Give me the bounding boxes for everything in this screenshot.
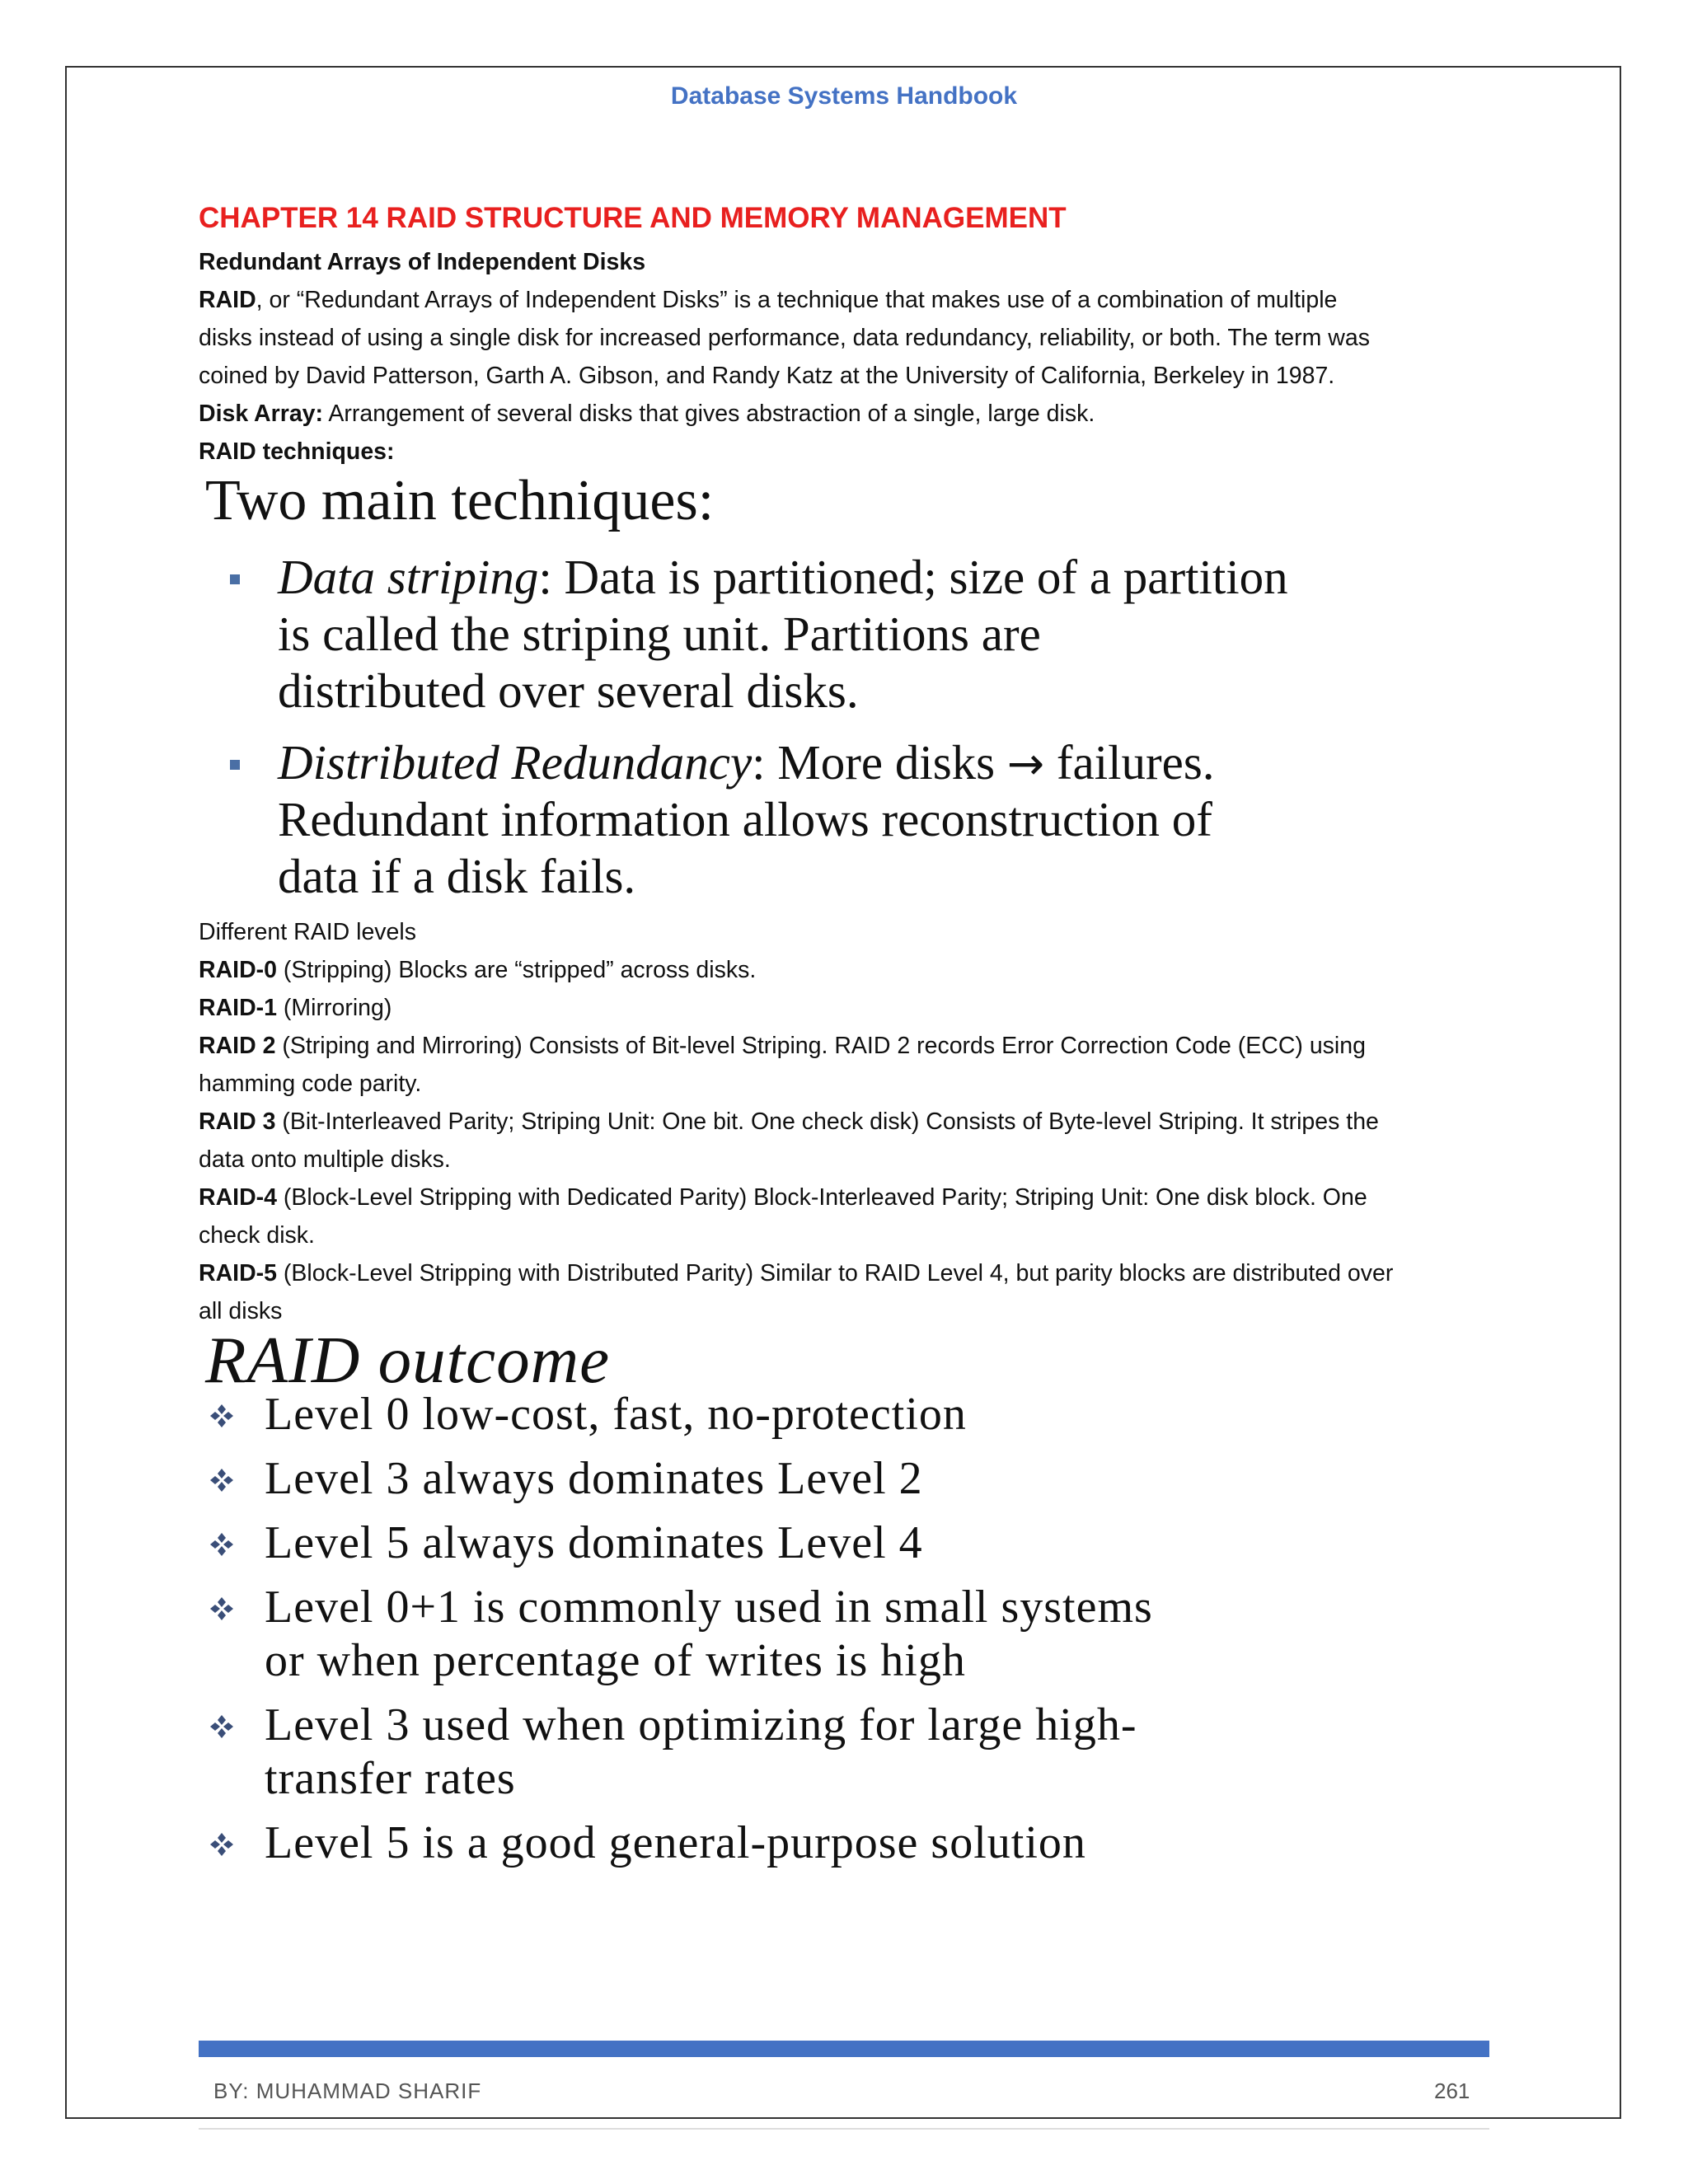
raid2-item-continued: hamming code parity. (199, 1071, 422, 1097)
raid1-item: RAID-1 (Mirroring) (199, 995, 392, 1021)
raid-definition-line-1: RAID, or “Redundant Arrays of Independent Disks” is a technique that makes use of a combination of multiple (199, 287, 1338, 313)
diamond-bullet-icon (205, 1464, 238, 1497)
disk-array-term: Disk Array: (199, 401, 324, 427)
raid-definition-line-3: coined by David Patterson, Garth A. Gibson, and Randy Katz at the University of California, Berkeley in 1987. (199, 363, 1335, 389)
disk-array-definition: Disk Array: Arrangement of several disks that gives abstraction of a single, large disk. (199, 401, 1095, 427)
technique-bullet-striping: Data striping: Data is partitioned; size of a partition is called the striping unit. Partitions are distributed over several disks. (199, 549, 1489, 730)
chapter-title: CHAPTER 14 RAID STRUCTURE AND MEMORY MANAGEMENT (199, 202, 1067, 234)
raid2-item: RAID 2 (Striping and Mirroring) Consists of Bit-level Striping. RAID 2 records Error Correction Code (ECC) using (199, 1033, 1366, 1059)
diamond-bullet-icon (205, 1828, 238, 1861)
outcome-item: Level 0+1 is commonly used in small systems or when percentage of writes is high (199, 1581, 1489, 1688)
raid4-item: RAID-4 (Block-Level Stripping with Dedicated Parity) Block-Interleaved Parity; Striping Unit: One disk block. One (199, 1184, 1367, 1211)
right-arrow-icon: → (1006, 738, 1045, 790)
technique-bullet-redundancy: Distributed Redundancy: More disks → failures. Redundant information allows reconstruction of data if a disk fails. (199, 734, 1489, 916)
raid4-item-continued: check disk. (199, 1222, 315, 1249)
striping-line-3: distributed over several disks. (278, 663, 859, 718)
diamond-bullet-icon (205, 1592, 238, 1625)
page-number: 261 (1434, 2079, 1470, 2103)
techniques-slide-title: Two main techniques: (205, 469, 715, 532)
raid3-item-continued: data onto multiple disks. (199, 1146, 451, 1173)
striping-line-2: is called the striping unit. Partitions are (278, 607, 1041, 661)
raid5-item: RAID-5 (Block-Level Stripping with Distributed Parity) Similar to RAID Level 4, but parity blocks are distributed over (199, 1260, 1394, 1286)
raid0-item: RAID-0 (Stripping) Blocks are “stripped” across disks. (199, 957, 757, 983)
square-bullet-icon (230, 760, 240, 770)
techniques-heading: RAID techniques: (199, 438, 395, 465)
raid3-item: RAID 3 (Bit-Interleaved Parity; Striping Unit: One bit. One check disk) Consists of Byte-level Striping. It stripes the (199, 1108, 1379, 1135)
footer-rule (199, 2041, 1489, 2057)
intro-section (199, 243, 1489, 471)
section-subtitle: Redundant Arrays of Independent Disks (199, 249, 646, 275)
raid-levels-intro: Different RAID levels (199, 919, 416, 945)
diamond-bullet-icon (205, 1399, 238, 1432)
techniques-slide (199, 468, 1489, 913)
redundancy-term: Distributed Redundancy (278, 735, 753, 790)
outcome-item: Level 0 low-cost, fast, no-protection (199, 1388, 1489, 1441)
square-bullet-icon (230, 574, 240, 584)
raid5-item-continued: all disks (199, 1298, 283, 1324)
striping-term: Data striping (278, 550, 539, 604)
outcome-item: Level 5 always dominates Level 4 (199, 1516, 1489, 1570)
outcome-item: Level 5 is a good general-purpose solution (199, 1816, 1489, 1870)
outcome-slide (199, 1323, 1489, 1872)
running-header: Database Systems Handbook (670, 82, 1018, 110)
redundancy-line-3: data if a disk fails. (278, 849, 636, 903)
footer-author: BY: MUHAMMAD SHARIF (213, 2079, 482, 2103)
outcome-slide-title: RAID outcome (205, 1323, 611, 1397)
diamond-bullet-icon (205, 1710, 238, 1743)
outcome-item: Level 3 used when optimizing for large high- transfer rates (199, 1699, 1489, 1806)
raid-levels-section (199, 913, 1489, 1330)
diamond-bullet-icon (205, 1528, 238, 1561)
raid-term: RAID (199, 287, 256, 313)
bottom-divider (199, 2128, 1489, 2130)
outcome-item: Level 3 always dominates Level 2 (199, 1452, 1489, 1506)
raid-definition-line-2: disks instead of using a single disk for increased performance, data redundancy, reliability, or both. The term was (199, 325, 1370, 351)
redundancy-line-2: Redundant information allows reconstruction of (278, 792, 1212, 846)
